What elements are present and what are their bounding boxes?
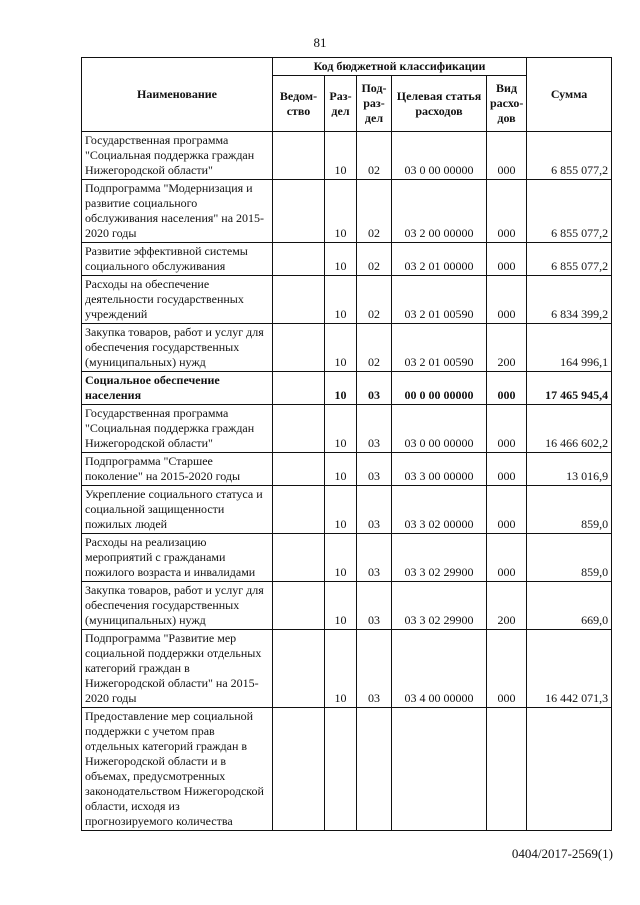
header-vid: Вид расхо-дов <box>487 76 527 132</box>
row-summa: 6 855 077,2 <box>527 243 612 276</box>
row-razdel: 10 <box>325 405 357 453</box>
row-podrazdel: 02 <box>357 324 392 372</box>
row-podrazdel: 03 <box>357 372 392 405</box>
row-vid <box>487 708 527 831</box>
row-podrazdel: 03 <box>357 582 392 630</box>
budget-table <box>81 57 612 831</box>
row-name: Закупка товаров, работ и услуг для обеспечения государственных (муниципальных) нужд <box>82 324 273 372</box>
row-razdel: 10 <box>325 534 357 582</box>
table-row <box>82 243 612 276</box>
row-name: Социальное обеспечение населения <box>82 372 273 405</box>
row-name: Расходы на реализацию мероприятий с гражданами пожилого возраста и инвалидами <box>82 534 273 582</box>
row-vid: 000 <box>487 534 527 582</box>
row-podrazdel <box>357 708 392 831</box>
row-name: Закупка товаров, работ и услуг для обеспечения государственных (муниципальных) нужд <box>82 582 273 630</box>
row-vid: 000 <box>487 486 527 534</box>
row-vid: 000 <box>487 405 527 453</box>
row-name: Укрепление социального статуса и социальной защищенности пожилых людей <box>82 486 273 534</box>
row-summa: 6 834 399,2 <box>527 276 612 324</box>
row-celevaya: 03 4 00 00000 <box>392 630 487 708</box>
row-podrazdel: 03 <box>357 486 392 534</box>
row-razdel: 10 <box>325 582 357 630</box>
table-row <box>82 630 612 708</box>
row-vid: 000 <box>487 630 527 708</box>
header-podrazdel: Под-раз-дел <box>357 76 392 132</box>
row-ved <box>273 132 325 180</box>
row-ved <box>273 243 325 276</box>
row-summa: 164 996,1 <box>527 324 612 372</box>
row-podrazdel: 03 <box>357 534 392 582</box>
header-celevaya: Целевая статья расходов <box>392 76 487 132</box>
table-row <box>82 276 612 324</box>
page-number: 81 <box>313 35 327 50</box>
row-summa: 6 855 077,2 <box>527 132 612 180</box>
table-row-section <box>82 372 612 405</box>
row-ved <box>273 180 325 243</box>
table-row <box>82 132 612 180</box>
row-razdel: 10 <box>325 324 357 372</box>
row-name: Предоставление мер социальной поддержки с учетом прав отдельных категорий граждан в Нижегородской области и в объемах, предусмотренных законодательством Нижегородской области, исходя из прогнозируемого количества <box>82 708 273 831</box>
row-celevaya: 00 0 00 00000 <box>392 372 487 405</box>
row-vid: 000 <box>487 276 527 324</box>
row-celevaya: 03 2 01 00590 <box>392 324 487 372</box>
table-row <box>82 708 612 831</box>
row-vid: 000 <box>487 243 527 276</box>
row-ved <box>273 324 325 372</box>
table-row <box>82 324 612 372</box>
row-name: Расходы на обеспечение деятельности государственных учреждений <box>82 276 273 324</box>
header-vedomstvo: Ведом-ство <box>273 76 325 132</box>
row-razdel: 10 <box>325 243 357 276</box>
table-row <box>82 180 612 243</box>
row-ved <box>273 276 325 324</box>
row-celevaya: 03 2 00 00000 <box>392 180 487 243</box>
row-razdel: 10 <box>325 630 357 708</box>
row-name: Государственная программа "Социальная поддержка граждан Нижегородской области" <box>82 132 273 180</box>
row-summa: 859,0 <box>527 534 612 582</box>
row-summa: 17 465 945,4 <box>527 372 612 405</box>
table-row <box>82 453 612 486</box>
row-name: Государственная программа "Социальная поддержка граждан Нижегородской области" <box>82 405 273 453</box>
row-summa: 16 442 071,3 <box>527 630 612 708</box>
row-summa: 859,0 <box>527 486 612 534</box>
row-razdel: 10 <box>325 453 357 486</box>
table-row <box>82 534 612 582</box>
row-name: Подпрограмма "Старшее поколение" на 2015-2020 годы <box>82 453 273 486</box>
row-ved <box>273 582 325 630</box>
header-summa: Сумма <box>527 58 612 132</box>
row-podrazdel: 02 <box>357 180 392 243</box>
row-razdel: 10 <box>325 132 357 180</box>
row-celevaya: 03 3 00 00000 <box>392 453 487 486</box>
row-summa: 13 016,9 <box>527 453 612 486</box>
document-code: 0404/2017-2569(1) <box>511 846 613 861</box>
row-celevaya <box>392 708 487 831</box>
row-razdel: 10 <box>325 180 357 243</box>
row-podrazdel: 03 <box>357 630 392 708</box>
row-podrazdel: 02 <box>357 243 392 276</box>
table-row <box>82 405 612 453</box>
row-celevaya: 03 2 01 00590 <box>392 276 487 324</box>
table-row <box>82 486 612 534</box>
row-celevaya: 03 0 00 00000 <box>392 405 487 453</box>
row-ved <box>273 453 325 486</box>
row-name: Развитие эффективной системы социального обслуживания <box>82 243 273 276</box>
row-ved <box>273 405 325 453</box>
row-razdel: 10 <box>325 486 357 534</box>
row-celevaya: 03 3 02 29900 <box>392 534 487 582</box>
table-row <box>82 582 612 630</box>
row-vid: 000 <box>487 180 527 243</box>
row-summa: 16 466 602,2 <box>527 405 612 453</box>
row-summa: 6 855 077,2 <box>527 180 612 243</box>
row-celevaya: 03 3 02 29900 <box>392 582 487 630</box>
header-razdel: Раз-дел <box>325 76 357 132</box>
row-ved <box>273 372 325 405</box>
header-kbk: Код бюджетной классификации <box>273 58 527 76</box>
row-summa <box>527 708 612 831</box>
row-vid: 000 <box>487 453 527 486</box>
row-podrazdel: 03 <box>357 405 392 453</box>
row-ved <box>273 486 325 534</box>
row-summa: 669,0 <box>527 582 612 630</box>
row-name: Подпрограмма "Развитие мер социальной поддержки отдельных категорий граждан в Нижегородской области" на 2015-2020 годы <box>82 630 273 708</box>
row-celevaya: 03 0 00 00000 <box>392 132 487 180</box>
header-name: Наименование <box>82 58 273 132</box>
row-podrazdel: 03 <box>357 453 392 486</box>
row-vid: 000 <box>487 132 527 180</box>
row-podrazdel: 02 <box>357 276 392 324</box>
row-celevaya: 03 3 02 00000 <box>392 486 487 534</box>
row-vid: 200 <box>487 582 527 630</box>
row-vid: 000 <box>487 372 527 405</box>
row-razdel <box>325 708 357 831</box>
row-razdel: 10 <box>325 372 357 405</box>
row-celevaya: 03 2 01 00000 <box>392 243 487 276</box>
row-razdel: 10 <box>325 276 357 324</box>
row-vid: 200 <box>487 324 527 372</box>
row-ved <box>273 630 325 708</box>
row-ved <box>273 534 325 582</box>
row-ved <box>273 708 325 831</box>
row-podrazdel: 02 <box>357 132 392 180</box>
row-name: Подпрограмма "Модернизация и развитие социального обслуживания населения" на 2015-2020 годы <box>82 180 273 243</box>
